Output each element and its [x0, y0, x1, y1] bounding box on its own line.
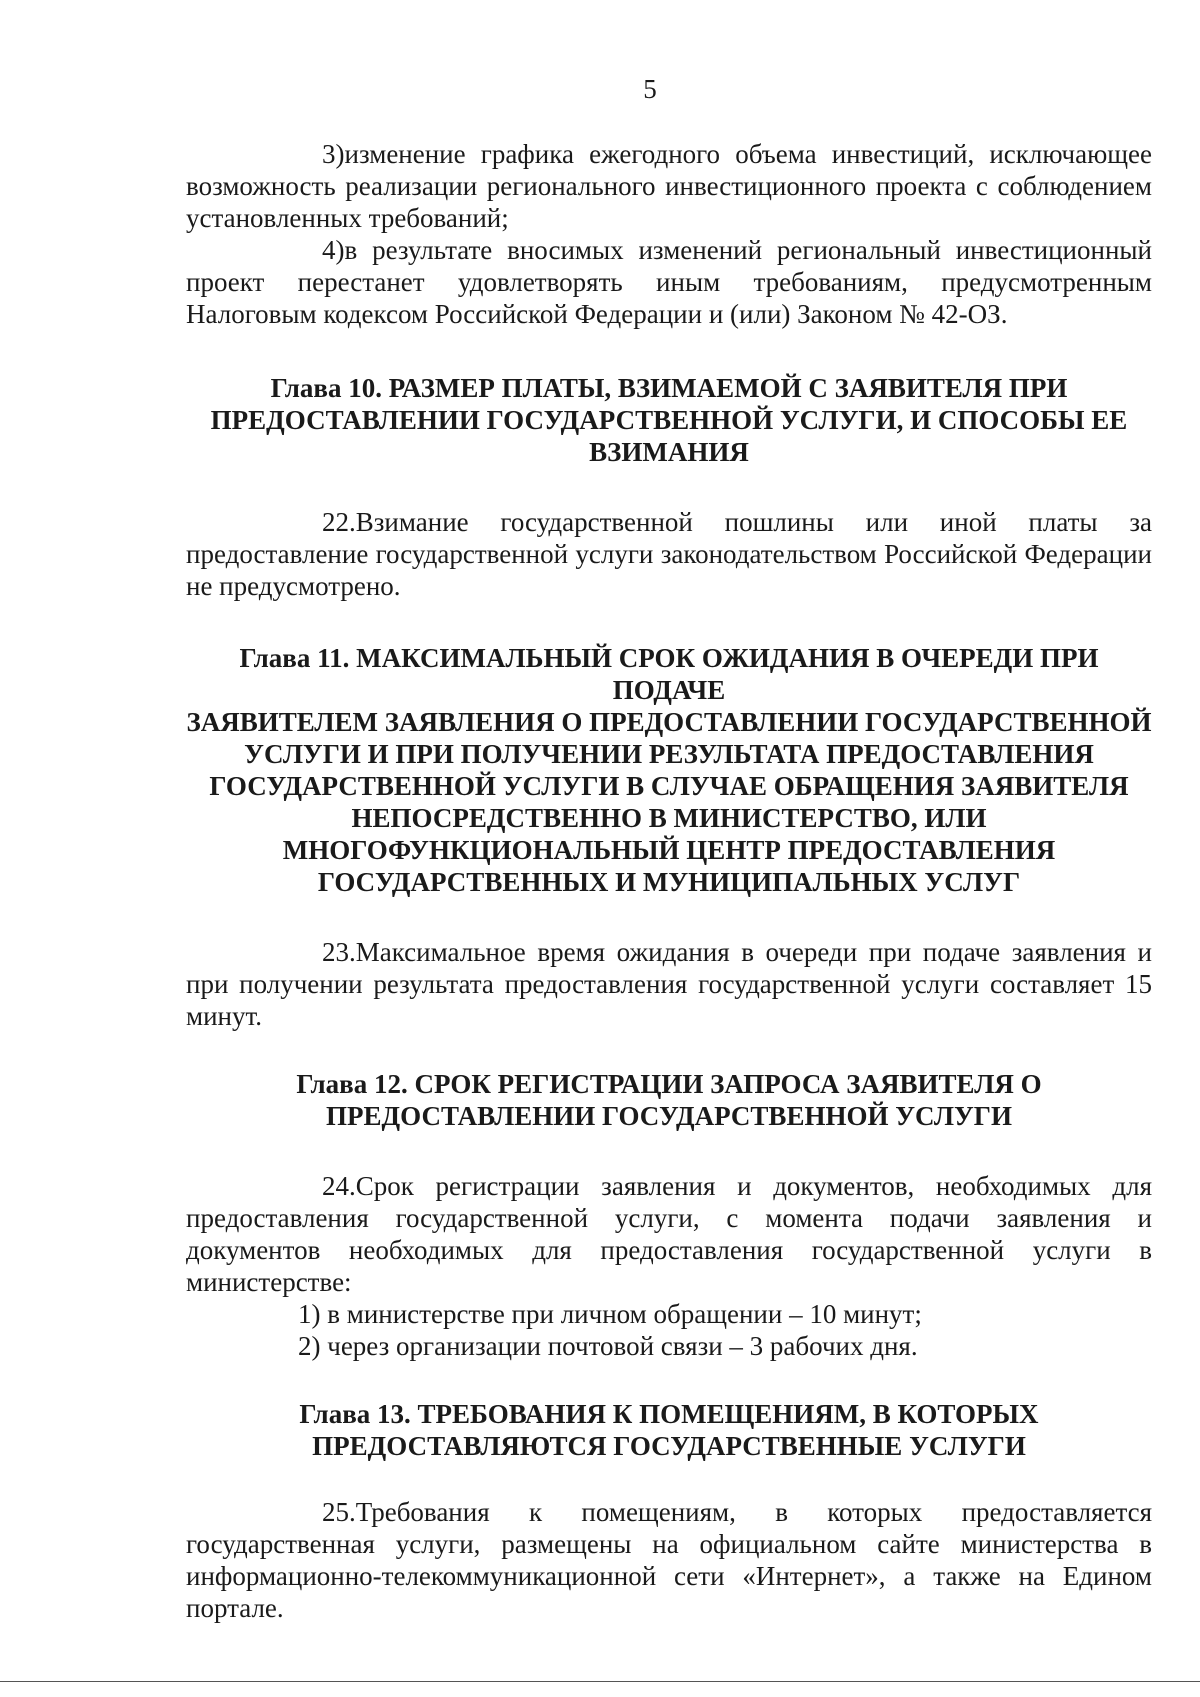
paragraph-text: Требования к помещениям, в которых предоставляется государственная услуги, размещены на официальном сайте министерства в информационно-телекоммуникационной сети «Интернет», а также на Едином портале.: [186, 1497, 1152, 1623]
chapter-11-heading: [186, 642, 1152, 898]
page-bottom-divider: [0, 1681, 1200, 1682]
heading-line: ВЗИМАНИЯ: [589, 437, 749, 467]
document-body: [186, 138, 1152, 1624]
list-item: 1) в министерстве при личном обращении – 10 минут;: [298, 1299, 922, 1329]
list-item: 2) через организации почтовой связи – 3 рабочих дня.: [298, 1331, 918, 1361]
item-number: 4): [322, 235, 345, 265]
paragraph-text: Максимальное время ожидания в очереди при подаче заявления и при получении результата предоставления государственной услуги составляет 15 минут.: [186, 937, 1152, 1031]
heading-line: Глава 10. РАЗМЕР ПЛАТЫ, ВЗИМАЕМОЙ С ЗАЯВИТЕЛЯ ПРИ: [270, 373, 1068, 403]
heading-line: ГОСУДАРСТВЕННЫХ И МУНИЦИПАЛЬНЫХ УСЛУГ: [317, 867, 1021, 897]
paragraph-item-4: [186, 234, 1152, 330]
chapter-10-heading: [186, 372, 1152, 468]
paragraph-text: Срок регистрации заявления и документов, необходимых для предоставления государственной услуги, с момента подачи заявления и документов необходимых для предоставления государственной услуги в министерстве:: [186, 1171, 1152, 1297]
item-number: 22.: [322, 507, 356, 537]
paragraph-24: [186, 1170, 1152, 1298]
paragraph-text: Взимание государственной пошлины или иной платы за предоставление государственной услуги законодательством Российской Федерации не предусмотрено.: [186, 507, 1152, 601]
heading-line: УСЛУГИ И ПРИ ПОЛУЧЕНИИ РЕЗУЛЬТАТА ПРЕДОСТАВЛЕНИЯ: [244, 739, 1094, 769]
item-number: 3): [322, 139, 345, 169]
heading-line: ЗАЯВИТЕЛЕМ ЗАЯВЛЕНИЯ О ПРЕДОСТАВЛЕНИИ ГОСУДАРСТВЕННОЙ: [186, 707, 1152, 737]
heading-line: Глава 11. МАКСИМАЛЬНЫЙ СРОК ОЖИДАНИЯ В ОЧЕРЕДИ ПРИ ПОДАЧЕ: [239, 643, 1099, 705]
paragraph-25: [186, 1496, 1152, 1624]
heading-line: ПРЕДОСТАВЛЕНИИ ГОСУДАРСТВЕННОЙ УСЛУГИ: [326, 1101, 1012, 1131]
heading-line: Глава 13. ТРЕБОВАНИЯ К ПОМЕЩЕНИЯМ, В КОТОРЫХ: [299, 1399, 1039, 1429]
paragraph-text: в результате вносимых изменений региональный инвестиционный проект перестанет удовлетворять иным требованиям, предусмотренным Налоговым кодексом Российской Федерации и (или) Законом № 42-ОЗ.: [186, 235, 1152, 329]
heading-line: ПРЕДОСТАВЛЯЮТСЯ ГОСУДАРСТВЕННЫЕ УСЛУГИ: [312, 1431, 1026, 1461]
page-number: 5: [643, 74, 657, 104]
heading-line: ГОСУДАРСТВЕННОЙ УСЛУГИ В СЛУЧАЕ ОБРАЩЕНИЯ ЗАЯВИТЕЛЯ: [209, 771, 1129, 801]
chapter-12-heading: [186, 1068, 1152, 1132]
item-number: 25.: [322, 1497, 356, 1527]
paragraph-item-3: [186, 138, 1152, 234]
paragraph-text: изменение графика ежегодного объема инвестиций, исключающее возможность реализации регионального инвестиционного проекта с соблюдением установленных требований;: [186, 139, 1152, 233]
paragraph-22: [186, 506, 1152, 602]
heading-line: Глава 12. СРОК РЕГИСТРАЦИИ ЗАПРОСА ЗАЯВИТЕЛЯ О: [296, 1069, 1042, 1099]
heading-line: МНОГОФУНКЦИОНАЛЬНЫЙ ЦЕНТР ПРЕДОСТАВЛЕНИЯ: [282, 835, 1056, 865]
paragraph-23: [186, 936, 1152, 1032]
item-number: 23.: [322, 937, 356, 967]
chapter-13-heading: [186, 1398, 1152, 1462]
item-number: 24.: [322, 1171, 356, 1201]
heading-line: ПРЕДОСТАВЛЕНИИ ГОСУДАРСТВЕННОЙ УСЛУГИ, И СПОСОБЫ ЕЕ: [210, 405, 1128, 435]
heading-line: НЕПОСРЕДСТВЕННО В МИНИСТЕРСТВО, ИЛИ: [351, 803, 987, 833]
